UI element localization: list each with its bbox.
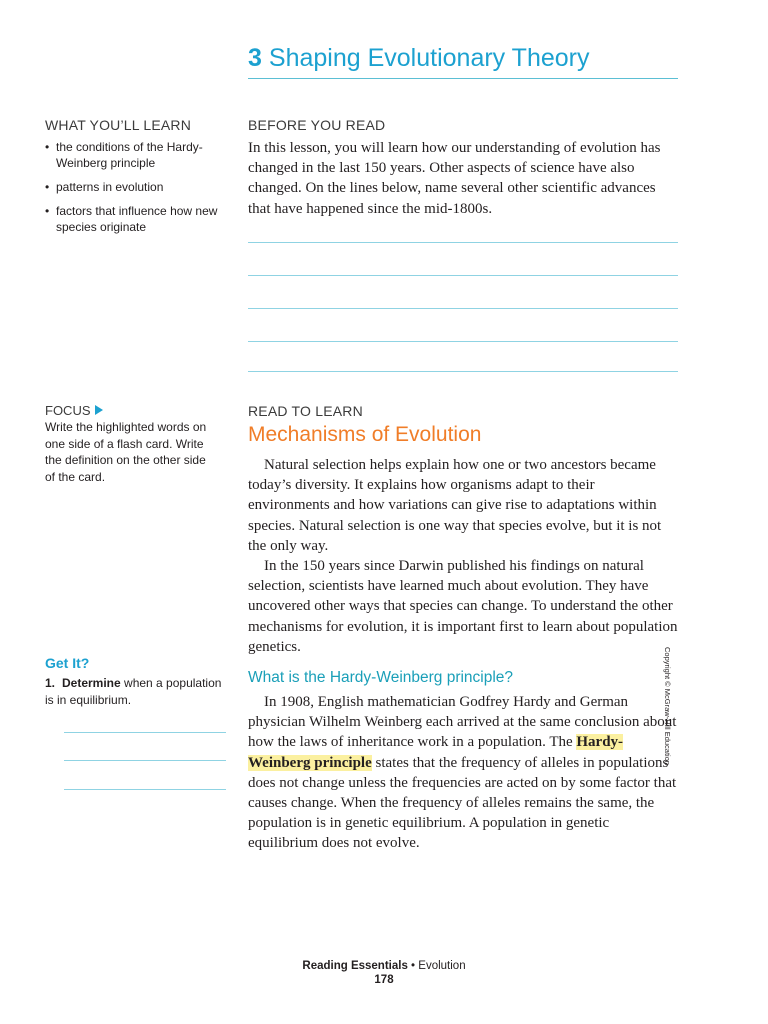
before-you-read-text [248,138,678,219]
get-it-question [45,675,230,709]
lesson-title-text: Shaping Evolutionary Theory [268,44,590,72]
footer-series [0,960,768,972]
learn-item: • factors that influence how new species originate [45,203,225,235]
highlighted-term: Hardy-Weinberg principle [248,734,624,771]
focus-text: Write the highlighted words on one side of a flash card. Write the definition on the other side of the card. [45,420,207,484]
play-arrow-icon [95,405,103,415]
paragraph: Natural selection helps explain how one or two ancestors became today’s diversity. It explains how organisms adapt to their environments and how variations can give rise to adaptations within species. Natural selection is one way that species evolve, but it is not the only way. [248,457,662,554]
paragraph-end: states that the frequency of alleles in populations does not change unless the frequencies are acted on by some factor that causes change. When the frequency of alleles remains the same, the population is in genetic equilibrium. A population in genetic equilibrium does not evolve. [248,754,677,852]
lesson-title [248,44,678,79]
focus-label: FOCUS [45,403,91,418]
footer-series-name: Reading Essentials [302,960,408,972]
copyright-notice: Copyright © McGraw-Hill Education [663,647,672,766]
section-title: Mechanisms of Evolution [248,423,482,446]
get-it-heading: Get It? [45,655,90,671]
before-you-read-heading: BEFORE YOU READ [248,117,386,133]
answer-line[interactable] [64,732,226,733]
focus-heading [45,403,103,418]
before-you-read-paragraph: In this lesson, you will learn how our understanding of evolution has changed in the last 150 years. Other aspects of science have also changed. On the lines below, name several other scientific advances that have happened since the mid-1800s. [248,140,661,217]
footer-separator: • [407,960,419,972]
what-youll-learn-list [45,139,225,243]
answer-line[interactable] [248,308,678,309]
answer-line[interactable] [64,789,226,790]
paragraph: In the 150 years since Darwin published his findings on natural selection, scientists have learned much about evolution. They have uncovered other ways that species can change. To understand the other mechanisms for evolution, it is important first to learn about population genetics. [248,558,678,655]
answer-line[interactable] [248,242,678,243]
question-text: when a population is in equilibrium. [45,676,222,707]
hardy-weinberg-text [248,692,678,854]
paragraph-start: In 1908, English mathematician Godfrey Hardy and German physician Wilhelm Weinberg each arrived at the same conclusion about how the laws of inheritance work in a population. The [248,694,677,751]
question-number: 1. [45,676,56,690]
learn-item: • the conditions of the Hardy-Weinberg principle [45,139,225,171]
answer-line[interactable] [248,341,678,342]
answer-line[interactable] [248,371,678,372]
read-to-learn-heading: READ TO LEARN [248,403,363,419]
answer-line[interactable] [64,760,226,761]
question-verb: Determine [62,676,121,690]
answer-line[interactable] [248,275,678,276]
question-heading: What is the Hardy-Weinberg principle? [248,669,514,686]
page-number: 178 [374,974,394,986]
paragraph [248,692,678,854]
lesson-number: 3 [248,44,262,72]
footer-subject: Evolution [418,960,466,972]
learn-item: • patterns in evolution [45,179,225,195]
what-youll-learn-heading: WHAT YOU’LL LEARN [45,117,192,133]
mechanisms-text [248,455,678,657]
